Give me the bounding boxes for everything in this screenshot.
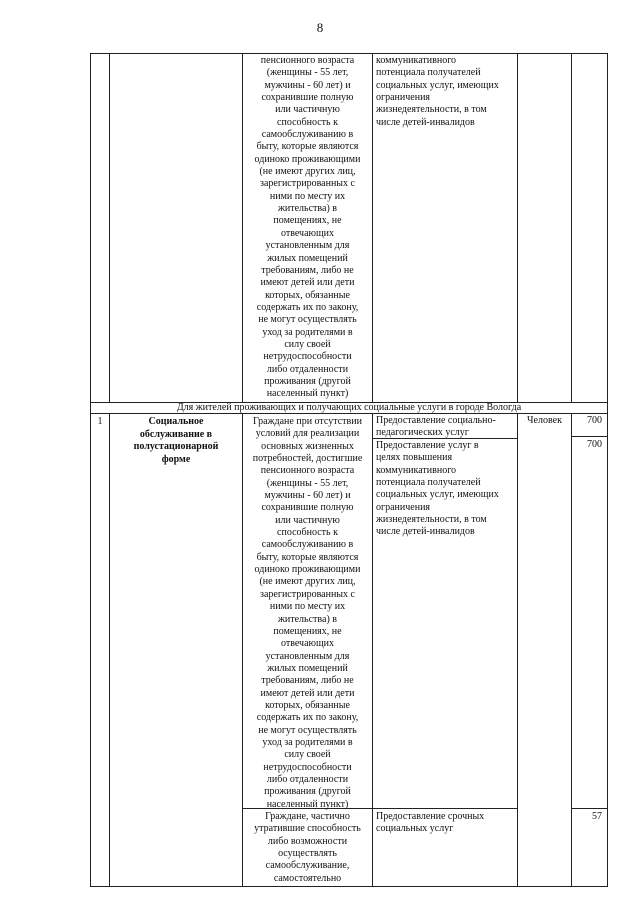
row-number: 1 [97, 416, 103, 427]
recipient-category-2-text [244, 811, 371, 885]
text-line: ними по месту их [269, 601, 346, 613]
text-line: жительства) в [277, 203, 337, 215]
value-sociopedagogical: 700 [587, 415, 602, 426]
text-line: целях повышения [376, 452, 453, 464]
text-line: зарегистрированных с [260, 588, 355, 600]
text-line: быту, которые являются [256, 551, 359, 563]
text-line: утратившие способность [254, 823, 361, 835]
text-line: сохранившие полную [261, 502, 354, 514]
text-line: ограничения [376, 501, 431, 513]
text-line: Социальное [148, 416, 204, 427]
recipient-category-text [244, 416, 371, 811]
text-line: (женщины - 55 лет, [266, 67, 349, 79]
text-line: числе детей-инвалидов [376, 526, 475, 538]
text-line: самостоятельно [273, 872, 342, 884]
text-line: быту, которые являются [256, 141, 359, 153]
text-line: имеют детей или дети [260, 687, 355, 699]
text-line: либо отдаленности [266, 773, 349, 785]
text-line: коммуникативного [376, 55, 457, 66]
text-line: содержать их по закону, [256, 712, 359, 724]
text-line: самообслуживание, [265, 860, 350, 872]
text-line: силу своей [284, 338, 331, 350]
text-line: ними по месту их [269, 190, 346, 202]
text-line: нетрудоспособности [263, 351, 352, 363]
text-line: форме [161, 453, 191, 465]
text-line: отвечающих [280, 638, 335, 650]
text-line: не могут осуществлять [258, 724, 357, 736]
text-line: Граждане при отсутствии [253, 416, 362, 427]
text-line: социальных услуг, имеющих [376, 489, 499, 501]
service-form-text [111, 416, 241, 466]
text-line: жительства) в [277, 613, 337, 625]
text-line: жизнедеятельности, в том [376, 514, 487, 526]
text-line: (не имеют других лиц, [259, 576, 356, 588]
text-line: зарегистрированных с [260, 178, 355, 190]
text-line: пенсионного возраста [260, 465, 355, 477]
text-line: жизнедеятельности, в том [376, 104, 487, 116]
text-line: населенный пункт) [266, 388, 349, 400]
text-line: нетрудоспособности [263, 761, 352, 773]
text-line: жилых помещений [267, 252, 348, 264]
text-line: педагогических услуг [376, 427, 469, 439]
text-line: установленным для [265, 240, 350, 252]
text-line: уход за родителями в [262, 736, 353, 748]
text-line: основных жизненных [261, 440, 354, 452]
text-line: уход за родителями в [262, 326, 353, 338]
text-line: или частичную [275, 514, 340, 526]
text-line: Предоставление социально- [376, 415, 496, 426]
text-line: населенный пункт) [266, 798, 349, 810]
text-line: осуществлять [278, 848, 337, 860]
unit-label: Человек [527, 415, 562, 426]
text-line: самообслуживанию в [261, 539, 354, 551]
text-line: полустационарной [133, 441, 219, 452]
service-communicative [376, 440, 516, 539]
service-urgent [376, 811, 516, 836]
text-line: пенсионного возраста [260, 55, 355, 66]
text-line: ограничения [376, 92, 431, 104]
value-communicative: 700 [587, 439, 602, 450]
text-line: способность к [277, 116, 338, 128]
text-line: условий для реализации [255, 428, 360, 440]
text-line: потребностей, достигшие [252, 453, 363, 465]
text-line: жилых помещений [267, 662, 348, 674]
text-line: способность к [277, 527, 338, 539]
text-line: Предоставление услуг в [376, 440, 479, 451]
text-line: мужчины - 60 лет) и [264, 490, 351, 502]
text-line: содержать их по закону, [256, 301, 359, 313]
text-line: проживания (другой [264, 786, 351, 798]
text-line: не могут осуществлять [258, 314, 357, 326]
top-category-text [244, 55, 371, 401]
service-sociopedagogical [376, 415, 516, 440]
text-line: помещениях, не [273, 625, 342, 637]
top-service-text [376, 55, 516, 129]
text-line: (не имеют других лиц, [259, 166, 356, 178]
text-line: Граждане, частично [265, 811, 350, 822]
text-line: либо возможности [267, 835, 348, 847]
text-line: Предоставление срочных [376, 811, 485, 822]
text-line: потенциала получателей [376, 477, 481, 489]
text-line: социальных услуг [376, 823, 454, 835]
text-line: одиноко проживающими [254, 564, 361, 576]
text-line: обслуживание в [139, 428, 213, 440]
text-line: которых, обязанные [265, 289, 350, 301]
text-line: которых, обязанные [265, 699, 350, 711]
text-line: (женщины - 55 лет, [266, 477, 349, 489]
value-urgent: 57 [592, 811, 602, 822]
section-header: Для жителей проживающих и получающих социальные услуги в городе Вологда [176, 402, 522, 413]
text-line: отвечающих [280, 227, 335, 239]
text-line: сохранившие полную [261, 92, 354, 104]
text-line: потенциала получателей [376, 67, 481, 79]
text-line: имеют детей или дети [260, 277, 355, 289]
text-line: числе детей-инвалидов [376, 116, 475, 128]
text-line: коммуникативного [376, 464, 457, 476]
text-line: установленным для [265, 650, 350, 662]
page-number: 8 [316, 20, 324, 35]
text-line: проживания (другой [264, 375, 351, 387]
text-line: силу своей [284, 749, 331, 761]
text-line: одиноко проживающими [254, 153, 361, 165]
text-line: социальных услуг, имеющих [376, 79, 499, 91]
text-line: помещениях, не [273, 215, 342, 227]
text-line: требованиям, либо не [261, 264, 354, 276]
text-line: самообслуживанию в [261, 129, 354, 141]
text-line: либо отдаленности [266, 363, 349, 375]
text-line: требованиям, либо не [261, 675, 354, 687]
text-line: или частичную [275, 104, 340, 116]
text-line: мужчины - 60 лет) и [264, 79, 351, 91]
